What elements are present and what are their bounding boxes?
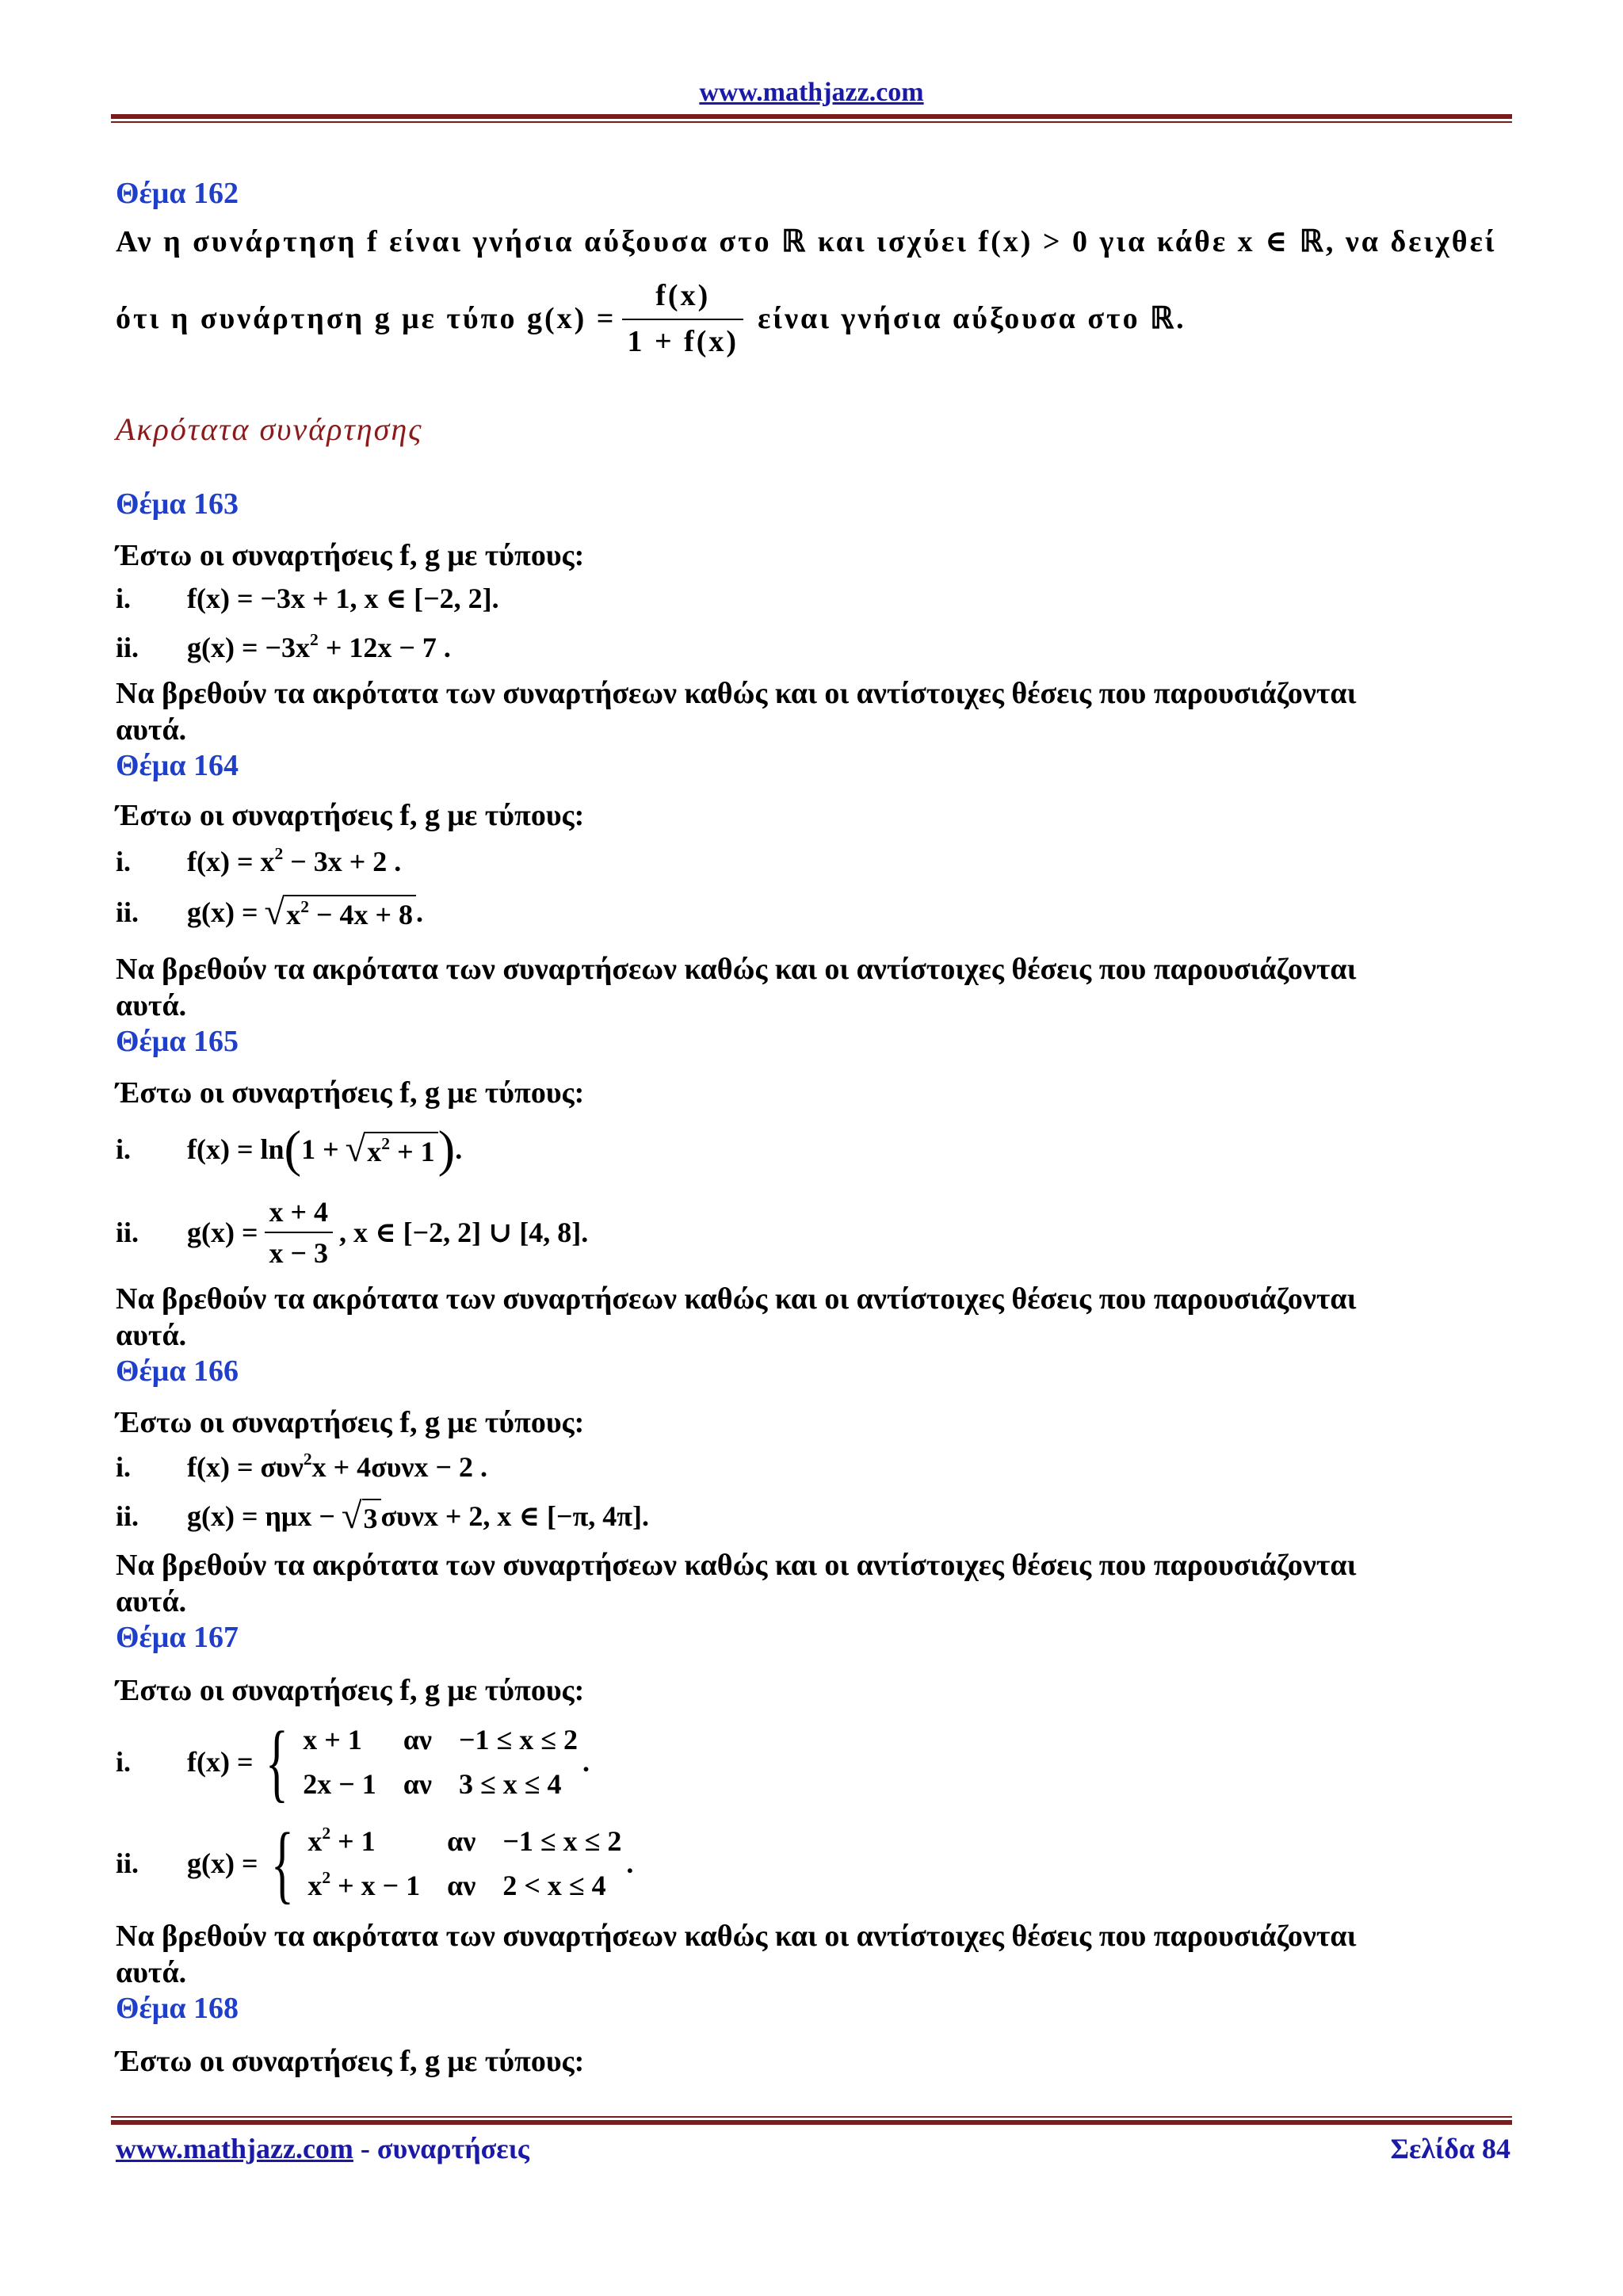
theme-163-title: Θέμα 163 [116, 487, 239, 521]
theme-168-title: Θέμα 168 [116, 1992, 239, 2025]
theme-166-item-i: i. f(x) = συν$^2$x + 4συνx − 2 . [116, 1449, 488, 1483]
theme-164-question-end: αυτά. [116, 989, 187, 1022]
theme-164-intro: Έστω οι συναρτήσεις f, g με τύπους: [116, 799, 585, 832]
theme-165-item-i: i. f(x) = ln ( 1 + √ $x^2 + 1$ ) . [116, 1121, 463, 1178]
theme-167-item-i: i. f(x) = { x + 1 αν −1 ≤ x ≤ 2 2x − 1 αν 3 ≤ x ≤ 4 . [116, 1713, 590, 1810]
footer: www.mathjazz.com - συναρτήσεις Σελίδα 84 [116, 2133, 1510, 2164]
theme-165-intro: Έστω οι συναρτήσεις f, g με τύπους: [116, 1076, 585, 1110]
theme-164-f: $f(x) = x^2 - 3x + 2$ . [187, 843, 402, 877]
fraction-denominator: 1 + f(x) [622, 319, 743, 361]
section-heading: Ακρότατα συνάρτησης [116, 411, 423, 447]
theme-165-title: Θέμα 165 [116, 1025, 239, 1058]
theme-162-fraction [622, 277, 743, 361]
theme-163-f: f(x) = −3x + 1, x ∈ [−2, 2]. [187, 583, 499, 614]
theme-166-question-end: αυτά. [116, 1585, 187, 1618]
theme-165-f: f(x) = ln ( 1 + √ $x^2 + 1$ ) . [187, 1121, 463, 1178]
header-site-link[interactable]: www.mathjazz.com [699, 78, 924, 107]
theme-165-g: g(x) = $\frac{x + 4}{x - 3}$ , x ∈ [−2, 2] ∪ [4, 8]. [187, 1196, 589, 1269]
theme-164-item-i: i. $f(x) = x^2 - 3x + 2$ . [116, 843, 402, 877]
theme-164-g: g(x) = √ $x^2 - 4x + 8$ . [187, 892, 424, 933]
theme-162-line2-pre: ότι η συνάρτηση g με τύπο g(x) = [116, 301, 617, 335]
fraction-numerator: f(x) [655, 279, 711, 312]
theme-167-question-end: αυτά. [116, 1956, 187, 1989]
theme-165-question: Να βρεθούν τα ακρότατα των συναρτήσεων καθώς και οι αντίστοιχες θέσεις που παρουσιάζονται [116, 1282, 1357, 1316]
theme-167-f-piecewise: f(x) = { x + 1 αν −1 ≤ x ≤ 2 2x − 1 αν 3 ≤ x ≤ 4 . [187, 1713, 590, 1810]
theme-162-line2-post: είναι γνήσια αύξουσα στο ℝ. [758, 301, 1186, 335]
theme-163-item-ii: ii. $g(x) = -3x^2 + 12x - 7$ . [116, 629, 451, 663]
theme-163-g: $g(x) = -3x^2 + 12x - 7$ . [187, 629, 451, 663]
theme-163-question-end: αυτά. [116, 713, 187, 747]
theme-166-g: g(x) = ημx − √ 3 συνx + 2, x ∈ [−π, 4π]. [187, 1496, 649, 1537]
theme-165-question-end: αυτά. [116, 1319, 187, 1352]
theme-166-question: Να βρεθούν τα ακρότατα των συναρτήσεων καθώς και οι αντίστοιχες θέσεις που παρουσιάζονται [116, 1549, 1357, 1582]
theme-166-intro: Έστω οι συναρτήσεις f, g με τύπους: [116, 1406, 585, 1439]
theme-163-item-i: i. f(x) = −3x + 1, x ∈ [−2, 2]. [116, 583, 499, 614]
theme-164-title: Θέμα 164 [116, 749, 239, 782]
theme-163-question: Να βρεθούν τα ακρότατα των συναρτήσεων καθώς και οι αντίστοιχες θέσεις που παρουσιάζονται [116, 677, 1357, 710]
theme-167-item-ii: ii. g(x) = { $x^2 + 1$ αν −1 ≤ x ≤ 2 $x^2 + x - 1$ αν 2 < x ≤ 4 . [116, 1815, 634, 1912]
theme-164-question: Να βρεθούν τα ακρότατα των συναρτήσεων καθώς και οι αντίστοιχες θέσεις που παρουσιάζονται [116, 953, 1357, 986]
theme-163-intro: Έστω οι συναρτήσεις f, g με τύπους: [116, 539, 585, 572]
theme-167-question: Να βρεθούν τα ακρότατα των συναρτήσεων καθώς και οι αντίστοιχες θέσεις που παρουσιάζονται [116, 1920, 1357, 1953]
page-number: Σελίδα 84 [1390, 2133, 1510, 2164]
footer-rule [111, 2116, 1512, 2125]
theme-166-item-ii: ii. g(x) = ημx − √ 3 συνx + 2, x ∈ [−π, 4π]. [116, 1496, 649, 1537]
theme-167-title: Θέμα 167 [116, 1621, 239, 1654]
theme-165-item-ii: ii. g(x) = $\frac{x + 4}{x - 3}$ , x ∈ [−2, 2] ∪ [4, 8]. [116, 1196, 589, 1269]
theme-166-f: f(x) = συν$^2$x + 4συνx − 2 . [187, 1449, 488, 1483]
theme-162-line1: Αν η συνάρτηση f είναι γνήσια αύξουσα στο ℝ και ισχύει f(x) > 0 για κάθε x ∈ ℝ, να δειχθεί [116, 225, 1497, 258]
theme-167-g-piecewise: g(x) = { $x^2 + 1$ αν −1 ≤ x ≤ 2 $x^2 + x - 1$ αν 2 < x ≤ 4 . [187, 1815, 634, 1912]
theme-167-intro: Έστω οι συναρτήσεις f, g με τύπους: [116, 1674, 585, 1707]
theme-168-intro: Έστω οι συναρτήσεις f, g με τύπους: [116, 2045, 585, 2078]
header-rule [111, 114, 1512, 123]
footer-site-link[interactable]: www.mathjazz.com [116, 2133, 353, 2164]
theme-166-title: Θέμα 166 [116, 1354, 239, 1388]
footer-topic: συναρτήσεις [376, 2133, 529, 2164]
theme-164-item-ii: ii. g(x) = √ $x^2 - 4x + 8$ . [116, 892, 424, 933]
theme-162-line2 [116, 277, 1510, 361]
theme-162-title: Θέμα 162 [116, 177, 239, 210]
